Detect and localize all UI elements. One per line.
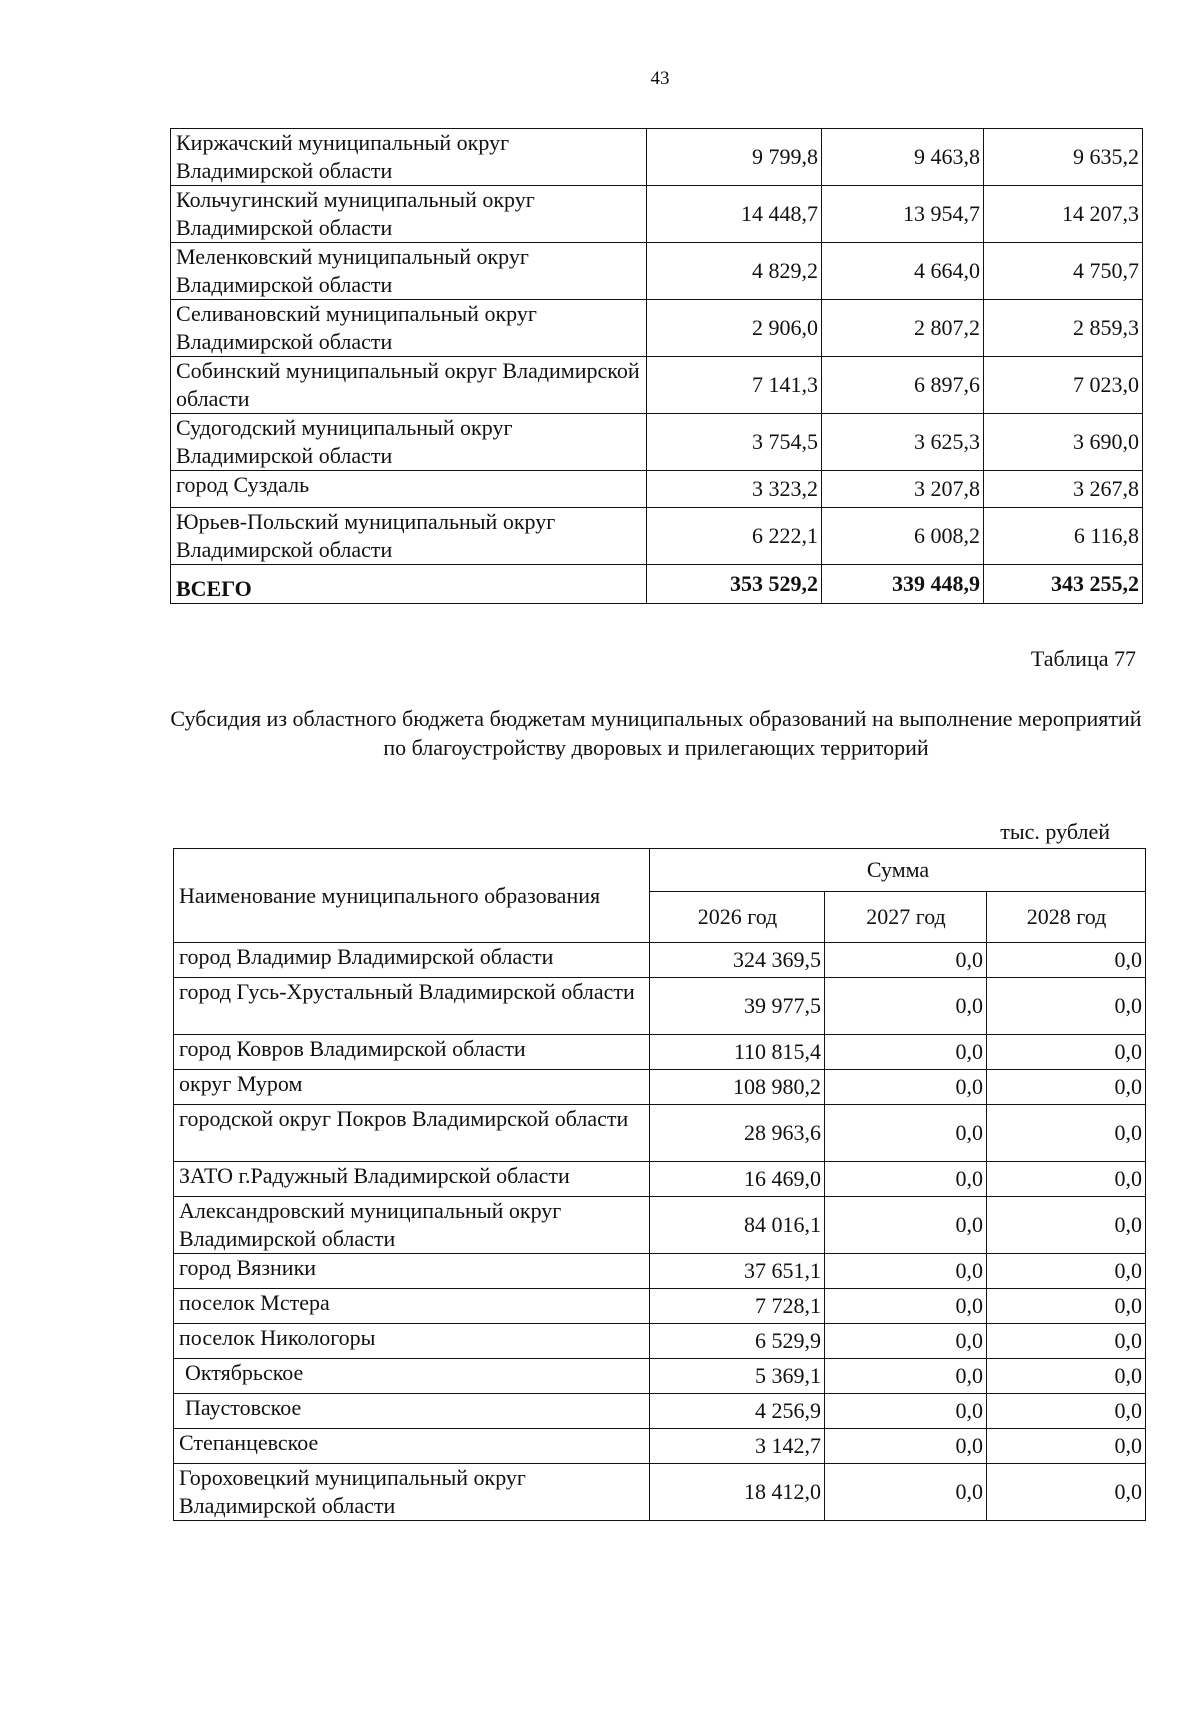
value-2028: 0,0 bbox=[987, 943, 1146, 978]
municipality-name: Собинский муниципальный округ Владимирской области bbox=[171, 357, 647, 414]
table-row bbox=[174, 1359, 1146, 1394]
value-2026: 7 728,1 bbox=[650, 1289, 825, 1324]
municipality-name: округ Муром bbox=[174, 1070, 650, 1105]
total-2028: 343 255,2 bbox=[984, 565, 1143, 604]
value-2028: 0,0 bbox=[987, 1162, 1146, 1197]
value-2028: 0,0 bbox=[987, 1394, 1146, 1429]
value-2027: 3 625,3 bbox=[822, 414, 984, 471]
value-2026: 3 754,5 bbox=[647, 414, 822, 471]
table-row bbox=[174, 943, 1146, 978]
value-2026: 7 141,3 bbox=[647, 357, 822, 414]
value-2026: 4 256,9 bbox=[650, 1394, 825, 1429]
value-2028: 0,0 bbox=[987, 1254, 1146, 1289]
value-2027: 0,0 bbox=[825, 1289, 987, 1324]
value-2028: 7 023,0 bbox=[984, 357, 1143, 414]
table-row bbox=[174, 1394, 1146, 1429]
value-2026: 324 369,5 bbox=[650, 943, 825, 978]
column-header-name: Наименование муниципального образования bbox=[174, 849, 650, 943]
subsidy-table bbox=[173, 848, 1146, 1521]
value-2026: 14 448,7 bbox=[647, 186, 822, 243]
value-2027: 9 463,8 bbox=[822, 129, 984, 186]
municipality-name: городской округ Покров Владимирской области bbox=[174, 1105, 650, 1162]
value-2026: 6 529,9 bbox=[650, 1324, 825, 1359]
value-2027: 0,0 bbox=[825, 1464, 987, 1521]
value-2028: 0,0 bbox=[987, 1035, 1146, 1070]
column-header-sum: Сумма bbox=[650, 849, 1146, 892]
value-2027: 0,0 bbox=[825, 1429, 987, 1464]
table-row bbox=[174, 1429, 1146, 1464]
value-2027: 13 954,7 bbox=[822, 186, 984, 243]
value-2027: 0,0 bbox=[825, 943, 987, 978]
column-header-2027: 2027 год bbox=[825, 892, 987, 943]
value-2026: 3 323,2 bbox=[647, 471, 822, 508]
value-2026: 5 369,1 bbox=[650, 1359, 825, 1394]
value-2028: 2 859,3 bbox=[984, 300, 1143, 357]
value-2026: 18 412,0 bbox=[650, 1464, 825, 1521]
value-2028: 0,0 bbox=[987, 1105, 1146, 1162]
table-caption: Таблица 77 bbox=[1030, 646, 1136, 671]
municipality-name: город Владимир Владимирской области bbox=[174, 943, 650, 978]
value-2028: 9 635,2 bbox=[984, 129, 1143, 186]
municipality-name: ЗАТО г.Радужный Владимирской области bbox=[174, 1162, 650, 1197]
municipality-name: Степанцевское bbox=[174, 1429, 650, 1464]
value-2027: 2 807,2 bbox=[822, 300, 984, 357]
value-2026: 39 977,5 bbox=[650, 978, 825, 1035]
value-2027: 0,0 bbox=[825, 1105, 987, 1162]
table-row bbox=[174, 1105, 1146, 1162]
table-row bbox=[174, 1324, 1146, 1359]
column-header-2026: 2026 год bbox=[650, 892, 825, 943]
value-2026: 4 829,2 bbox=[647, 243, 822, 300]
municipality-name: поселок Никологоры bbox=[174, 1324, 650, 1359]
value-2027: 6 008,2 bbox=[822, 508, 984, 565]
value-2028: 6 116,8 bbox=[984, 508, 1143, 565]
value-2026: 37 651,1 bbox=[650, 1254, 825, 1289]
value-2027: 0,0 bbox=[825, 1035, 987, 1070]
value-2026: 108 980,2 bbox=[650, 1070, 825, 1105]
value-2026: 28 963,6 bbox=[650, 1105, 825, 1162]
value-2028: 4 750,7 bbox=[984, 243, 1143, 300]
total-2026: 353 529,2 bbox=[647, 565, 822, 604]
value-2027: 6 897,6 bbox=[822, 357, 984, 414]
value-2028: 0,0 bbox=[987, 1464, 1146, 1521]
table-row bbox=[171, 129, 1143, 186]
municipality-name: Октябрьское bbox=[174, 1359, 650, 1394]
table-row bbox=[174, 1254, 1146, 1289]
municipality-name: город Ковров Владимирской области bbox=[174, 1035, 650, 1070]
table-row bbox=[174, 1197, 1146, 1254]
value-2027: 0,0 bbox=[825, 1359, 987, 1394]
table-row bbox=[174, 1464, 1146, 1521]
table-row bbox=[174, 1162, 1146, 1197]
table-row bbox=[171, 471, 1143, 508]
value-2028: 0,0 bbox=[987, 978, 1146, 1035]
municipality-name: Гороховецкий муниципальный округ Владимирской области bbox=[174, 1464, 650, 1521]
value-2028: 14 207,3 bbox=[984, 186, 1143, 243]
budget-table-continued bbox=[170, 128, 1143, 604]
municipality-name: Александровский муниципальный округ Владимирской области bbox=[174, 1197, 650, 1254]
municipality-name: Юрьев-Польский муниципальный округ Владимирской области bbox=[171, 508, 647, 565]
total-label: ВСЕГО bbox=[171, 565, 647, 604]
value-2027: 0,0 bbox=[825, 1162, 987, 1197]
value-2027: 4 664,0 bbox=[822, 243, 984, 300]
table-row bbox=[174, 1035, 1146, 1070]
value-2027: 0,0 bbox=[825, 1254, 987, 1289]
column-header-2028: 2028 год bbox=[987, 892, 1146, 943]
value-2027: 0,0 bbox=[825, 978, 987, 1035]
table-row bbox=[171, 508, 1143, 565]
municipality-name: Паустовское bbox=[174, 1394, 650, 1429]
table-row bbox=[171, 186, 1143, 243]
value-2026: 6 222,1 bbox=[647, 508, 822, 565]
value-2027: 0,0 bbox=[825, 1324, 987, 1359]
municipality-name: Меленковский муниципальный округ Владимирской области bbox=[171, 243, 647, 300]
municipality-name: Судогодский муниципальный округ Владимирской области bbox=[171, 414, 647, 471]
value-2028: 3 690,0 bbox=[984, 414, 1143, 471]
municipality-name: Киржачский муниципальный округ Владимирской области bbox=[171, 129, 647, 186]
page-number: 43 bbox=[650, 68, 670, 89]
table-row bbox=[171, 300, 1143, 357]
municipality-name: город Суздаль bbox=[171, 471, 647, 508]
table-row bbox=[171, 243, 1143, 300]
value-2028: 0,0 bbox=[987, 1324, 1146, 1359]
value-2028: 0,0 bbox=[987, 1359, 1146, 1394]
municipality-name: город Вязники bbox=[174, 1254, 650, 1289]
value-2026: 16 469,0 bbox=[650, 1162, 825, 1197]
value-2027: 0,0 bbox=[825, 1394, 987, 1429]
value-2028: 0,0 bbox=[987, 1429, 1146, 1464]
value-2026: 110 815,4 bbox=[650, 1035, 825, 1070]
table-row bbox=[174, 1070, 1146, 1105]
municipality-name: поселок Мстера bbox=[174, 1289, 650, 1324]
total-row bbox=[171, 565, 1143, 604]
value-2027: 0,0 bbox=[825, 1197, 987, 1254]
value-2027: 0,0 bbox=[825, 1070, 987, 1105]
units-label: тыс. рублей bbox=[1000, 819, 1110, 844]
value-2028: 3 267,8 bbox=[984, 471, 1143, 508]
municipality-name: Селивановский муниципальный округ Владимирской области bbox=[171, 300, 647, 357]
value-2026: 9 799,8 bbox=[647, 129, 822, 186]
municipality-name: город Гусь-Хрустальный Владимирской области bbox=[174, 978, 650, 1035]
table-row bbox=[174, 1289, 1146, 1324]
table-row bbox=[174, 978, 1146, 1035]
value-2028: 0,0 bbox=[987, 1197, 1146, 1254]
value-2027: 3 207,8 bbox=[822, 471, 984, 508]
table-row bbox=[171, 414, 1143, 471]
total-2027: 339 448,9 bbox=[822, 565, 984, 604]
table-title: Субсидия из областного бюджета бюджетам муниципальных образований на выполнение мероприятий по благоустройству дворовых и прилегающих территорий bbox=[170, 706, 1142, 760]
value-2026: 3 142,7 bbox=[650, 1429, 825, 1464]
value-2028: 0,0 bbox=[987, 1070, 1146, 1105]
value-2026: 84 016,1 bbox=[650, 1197, 825, 1254]
value-2028: 0,0 bbox=[987, 1289, 1146, 1324]
municipality-name: Кольчугинский муниципальный округ Владимирской области bbox=[171, 186, 647, 243]
table-row bbox=[171, 357, 1143, 414]
value-2026: 2 906,0 bbox=[647, 300, 822, 357]
